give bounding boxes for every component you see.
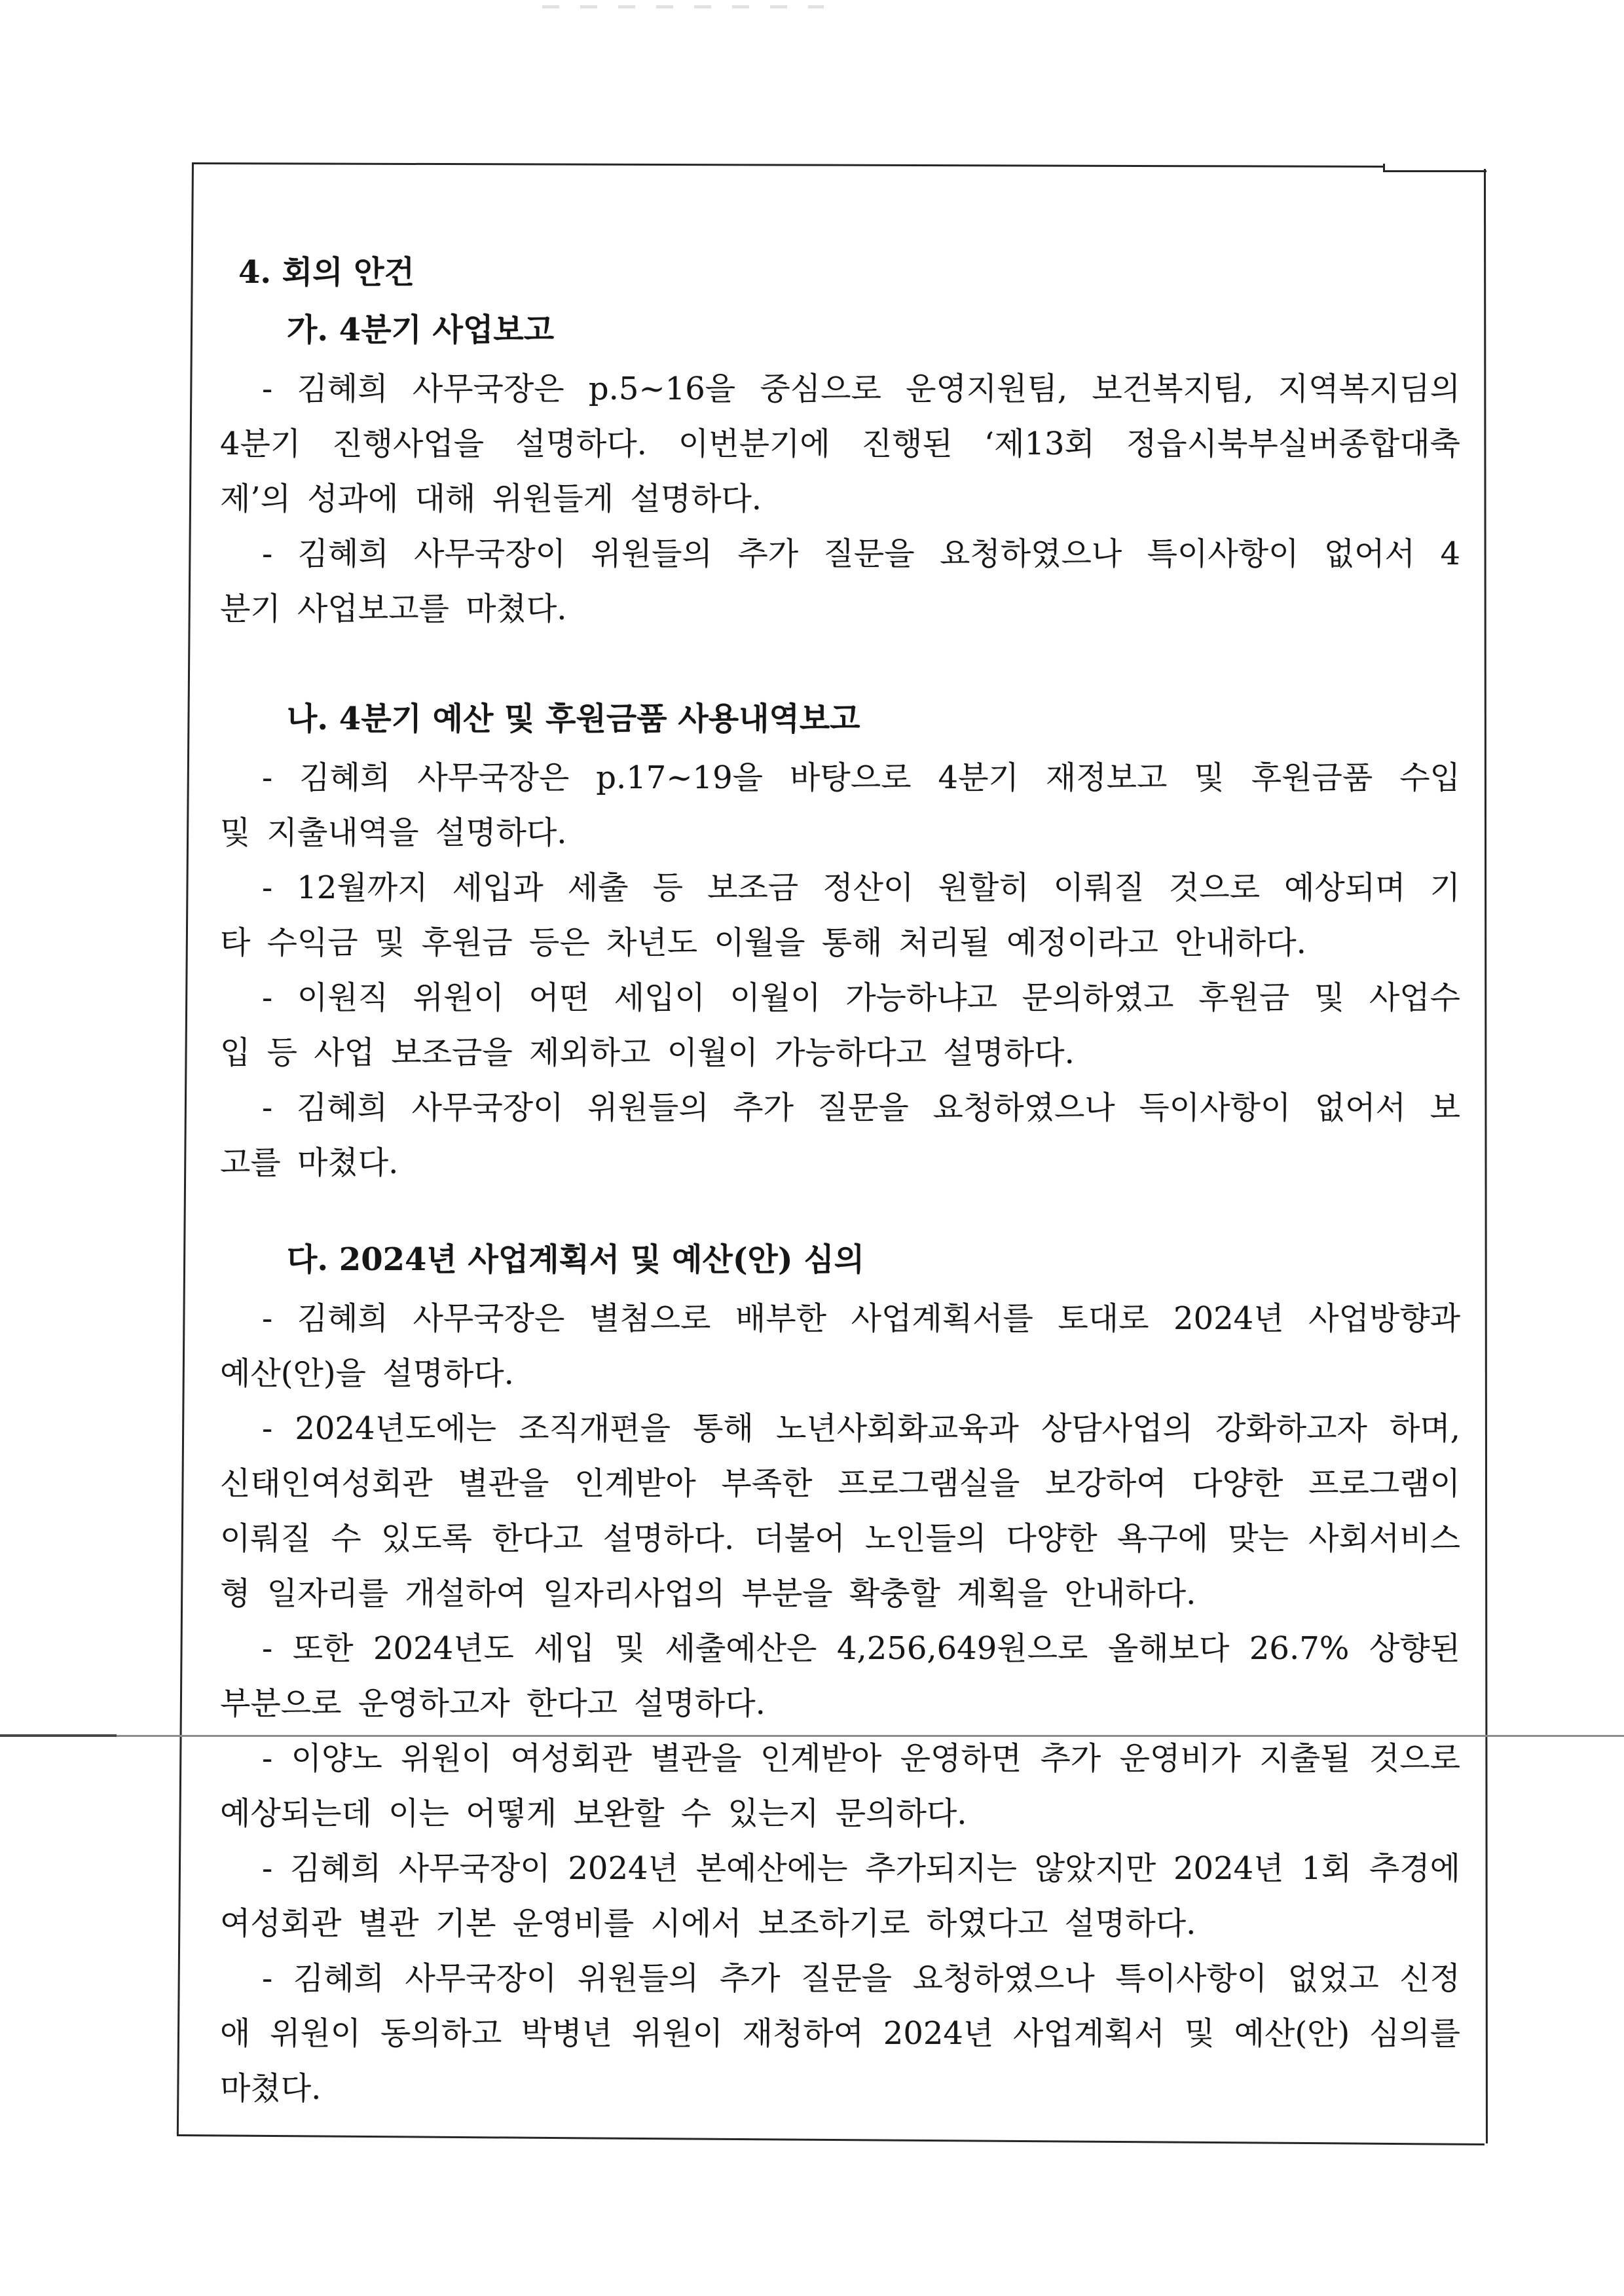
minutes-text-line: 고를 마쳤다. (220, 1144, 399, 1181)
minutes-text-line: - 김혜희 사무국장이 위원들의 추가 질문을 요청하였으나 특이사항이 없었고 신정 (262, 1960, 1460, 1997)
minutes-text-line: 및 지출내역을 설명하다. (220, 814, 567, 851)
minutes-text-line: - 12월까지 세입과 세출 등 보조금 정산이 원할히 이뤄질 것으로 예상되며 기 (262, 869, 1460, 906)
minutes-text-line: 애 위원이 동의하고 박병년 위원이 재청하여 2024년 사업계획서 및 예산(안) 심의를 (220, 2015, 1460, 2052)
section-quarterly-business-report (220, 302, 1460, 636)
minutes-text-line: - 김혜희 사무국장은 별첨으로 배부한 사업계획서를 토대로 2024년 사업방향과 (262, 1300, 1460, 1337)
minutes-text-line: - 김혜희 사무국장이 2024년 본예산에는 추가되지는 않았지만 2024년 1회 추경에 (262, 1850, 1460, 1887)
minutes-text-line: 여성회관 별관 기본 운영비를 시에서 보조하기로 하였다고 설명하다. (220, 1905, 1196, 1942)
section-heading: 가. 4분기 사업보고 (287, 312, 555, 348)
minutes-text-line: 입 등 사업 보조금을 제외하고 이월이 가능하다고 설명하다. (220, 1034, 1075, 1071)
scan-fold-line-dark-cap (0, 1734, 117, 1737)
minutes-text-line: 신태인여성회관 별관을 인계받아 부족한 프로그램실을 보강하여 다양한 프로그램이 (220, 1465, 1460, 1502)
page-border-right (1484, 169, 1488, 2143)
section-heading: 나. 4분기 예산 및 후원금품 사용내역보고 (287, 701, 860, 737)
minutes-text-line: 마쳤다. (220, 2070, 322, 2107)
minutes-text-line: 예상되는데 이는 어떻게 보완할 수 있는지 문의하다. (220, 1795, 967, 1832)
minutes-text-line: 예산(안)을 설명하다. (220, 1355, 514, 1392)
section-heading: 다. 2024년 사업계획서 및 예산(안) 심의 (287, 1241, 865, 1278)
minutes-text-line: - 이원직 위원이 어떤 세입이 이월이 가능하냐고 문의하였고 후원금 및 사업수 (262, 979, 1460, 1016)
minutes-text-line: - 김혜희 사무국장이 위원들의 추가 질문을 요청하였으나 득이사항이 없어서 보 (262, 1089, 1460, 1126)
minutes-text-line: 제’의 성과에 대해 위원들게 설명하다. (220, 481, 762, 517)
page-border-left (177, 162, 194, 2135)
page-border-bottom (177, 2134, 1485, 2145)
section-2024-plan-budget-review (220, 1232, 1460, 2116)
minutes-text-line: 타 수익금 및 후원금 등은 차년도 이월을 통해 처리될 예정이라고 안내하다. (220, 924, 1306, 961)
minutes-text-line: 이뤄질 수 있도록 한다고 설명하다. 더불어 노인들의 다양한 욕구에 맞는 사회서비스 (220, 1520, 1460, 1557)
minutes-text-line: 부분으로 운영하고자 한다고 설명하다. (220, 1685, 766, 1722)
minutes-text-line: 형 일자리를 개설하여 일자리사업의 부분을 확충할 계획을 안내하다. (220, 1575, 1196, 1612)
minutes-text-line: - 또한 2024년도 세입 및 세출예산은 4,256,649원으로 올해보다 26.7% 상향된 (262, 1630, 1460, 1667)
minutes-text-line: - 이양노 위원이 여성회관 별관을 인계받아 운영하면 추가 운영비가 지출될 것으로 (262, 1740, 1460, 1777)
section-budget-donation-report (220, 691, 1460, 1190)
page-border-top (192, 162, 1385, 168)
minutes-text-line: - 김혜희 사무국장은 p.5~16을 중심으로 운영지원팀, 보건복지팀, 지역복지딤의 (262, 371, 1460, 407)
scan-noise-mark (542, 5, 824, 9)
minutes-text-line: - 김혜희 사무국장이 위원들의 추가 질문을 요청하였으나 특이사항이 없어서 4 (262, 536, 1460, 572)
minutes-text-line: 4분기 진행사업을 설명하다. 이번분기에 진행된 ‘제13회 정읍시북부실버종합대축 (220, 426, 1460, 462)
minutes-text-line: 분기 사업보고를 마쳤다. (220, 591, 567, 627)
minutes-text-line: - 김혜희 사무국장은 p.17~19을 바탕으로 4분기 재정보고 및 후원금품 수입 (262, 759, 1460, 796)
minutes-text-line: - 2024년도에는 조직개편을 통해 노년사회화교육과 상담사업의 강화하고자 하며, (262, 1410, 1460, 1447)
page-border-top-right-segment (1383, 170, 1486, 172)
agenda-title: 4. 회의 안건 (238, 254, 415, 291)
